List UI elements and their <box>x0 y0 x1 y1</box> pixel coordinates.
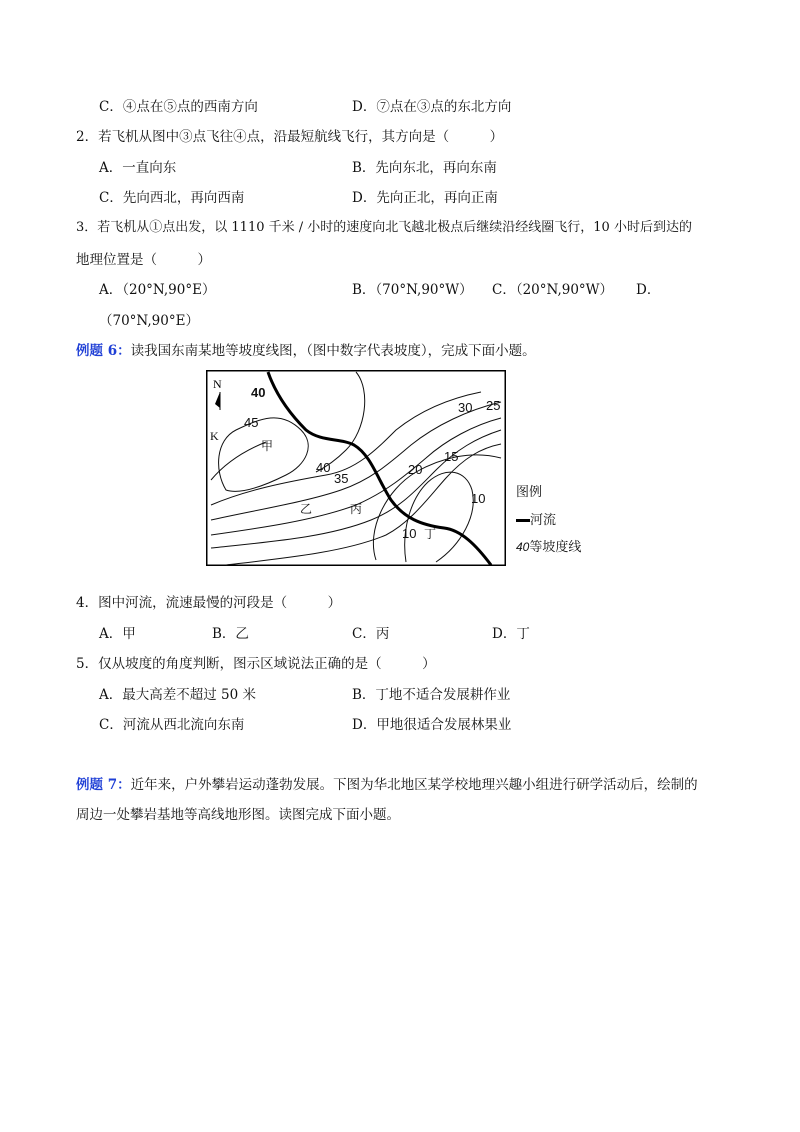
point-label-k: K <box>210 429 219 443</box>
q3-option-b: B．（70°N,90°W） <box>352 282 473 298</box>
example6-label: 例题 6： <box>76 343 131 359</box>
q3-stem-line2: 地理位置是（ ） <box>76 252 211 268</box>
q5-option-c: C．河流从西北流向东南 <box>99 717 245 733</box>
point-label-jia: 甲 <box>261 439 274 453</box>
q5-option-a: A．最大高差不超过 50 米 <box>99 687 257 703</box>
q2-option-d: D．先向正北，再向正南 <box>352 190 498 206</box>
legend-river <box>516 513 556 529</box>
legend-contour-sample: 40 <box>516 540 530 554</box>
q2-stem: 2．若飞机从图中③点飞往④点，沿最短航线飞行，其方向是（ ） <box>76 129 504 145</box>
legend-contour <box>516 539 581 556</box>
isoline-label-40-mid: 40 <box>316 460 331 475</box>
q2-option-b: B．先向东北，再向东南 <box>352 160 497 176</box>
example7-text-line2: 周边一处攀岩基地等高线地形图。读图完成下面小题。 <box>76 807 400 823</box>
isoline-label-40-top: 40 <box>251 385 266 400</box>
q4-stem: 4．图中河流，流速最慢的河段是（ ） <box>76 595 342 611</box>
isoline-label-45: 45 <box>244 415 259 430</box>
isoline-label-10-right: 10 <box>471 491 486 506</box>
q4-option-b: B．乙 <box>212 626 249 642</box>
example7-line1 <box>76 776 698 794</box>
q2-option-c: C．先向西北，再向西南 <box>99 190 245 206</box>
q3-stem-line1: 3．若飞机从①点出发，以 1110 千米 / 小时的速度向北飞越北极点后继续沿经线圈飞行，10 小时后到达的 <box>76 220 692 235</box>
legend-river-swatch <box>516 519 530 522</box>
point-label-yi: 乙 <box>300 502 313 516</box>
q3-option-a: A．（20°N,90°E） <box>99 282 216 298</box>
q4-option-c: C．丙 <box>352 626 390 642</box>
legend-contour-label: 等坡度线 <box>529 540 582 555</box>
q1-option-d: D．⑦点在③点的东北方向 <box>352 99 512 115</box>
q2-option-a: A．一直向东 <box>99 160 177 176</box>
isoline-label-10-bottom: 10 <box>402 526 417 541</box>
q1-option-c: C．④点在⑤点的西南方向 <box>99 99 258 115</box>
isoline-label-35: 35 <box>334 471 349 486</box>
isoline-label-30: 30 <box>458 400 473 415</box>
example7-text-line1: 近年来，户外攀岩运动蓬勃发展。下图为华北地区某学校地理兴趣小组进行研学活动后，绘制的 <box>130 777 698 793</box>
example6-text: 读我国东南某地等坡度线图，（图中数字代表坡度），完成下面小题。 <box>130 343 536 359</box>
point-label-bing: 丙 <box>350 502 363 516</box>
q3-option-c: C．（20°N,90°W） <box>492 282 614 298</box>
isoline-label-15: 15 <box>444 449 459 464</box>
q3-option-d-label: D． <box>636 282 661 298</box>
isoline-label-25: 25 <box>486 398 501 413</box>
q5-option-b: B．丁地不适合发展耕作业 <box>352 687 511 703</box>
slope-isoline-map <box>206 370 506 566</box>
legend-title: 图例 <box>516 485 543 500</box>
legend-river-label: 河流 <box>530 513 557 528</box>
point-label-ding: 丁 <box>424 527 437 541</box>
q4-option-d: D．丁 <box>492 626 530 642</box>
isoline-label-20: 20 <box>408 462 423 477</box>
q5-stem: 5．仅从坡度的角度判断，图示区域说法正确的是（ ） <box>76 656 436 672</box>
example7-label: 例题 7： <box>76 777 131 793</box>
q5-option-d: D．甲地很适合发展林果业 <box>352 717 512 733</box>
north-letter: N <box>213 377 222 391</box>
q4-option-a: A．甲 <box>99 626 136 642</box>
q3-option-d-value: （70°N,90°E） <box>99 313 199 329</box>
example6-heading <box>76 342 536 360</box>
